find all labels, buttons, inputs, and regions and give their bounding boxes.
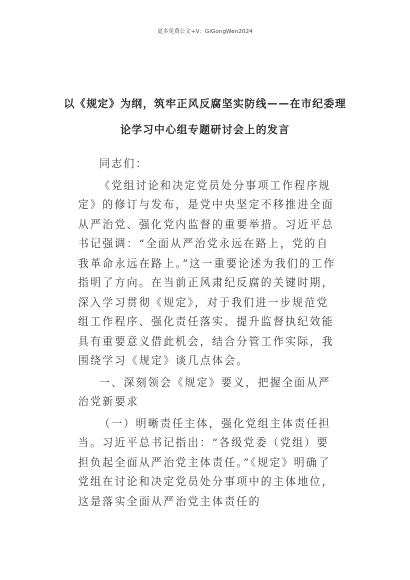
paragraph-intro: 《党组讨论和决定党员处分事项工作程序规定》的修订与发布，是党中央坚定不移推进全面从严治党、强化党内监督的重要举措。习近平总书记强调：“全面从严治党永远在路上，党的自我革命永远在路上。”这一重要论述为我们的工作指明了方向。在当前正风肃纪反腐的关键时期，深入学习贯彻《规定》，对于我们进一步规范党组工作程序、强化责任落实、提升监督执纪效能具有重要意义借此机会，结合分管工作实际，我围绕学习《规定》谈几点体会。 xyxy=(78,179,336,367)
salutation: 同志们： xyxy=(99,158,148,170)
section-heading-1: 一、深刻领会《规定》要义，把握全面从严治党新要求 xyxy=(78,376,331,408)
header-note: 更多免费公文+V：GiGongWen2024 xyxy=(157,29,253,35)
document-body xyxy=(78,155,340,512)
document-title-line-2: 论学习中心组专题研讨会上的发言 xyxy=(120,124,290,136)
document-title-line-1: 以《规定》为纲，筑牢正风反腐坚实防线——在市纪委理 xyxy=(63,98,347,110)
paragraph-1-1: （一）明晰责任主体，强化党组主体责任担当。习近平总书记指出：“各级党委（党组）要担负起全面从严治党主体责任。”《规定》明确了党组在讨论和决定党员处分事项中的主体地位，这是落实全面从严治党主体责任的 xyxy=(78,417,335,508)
